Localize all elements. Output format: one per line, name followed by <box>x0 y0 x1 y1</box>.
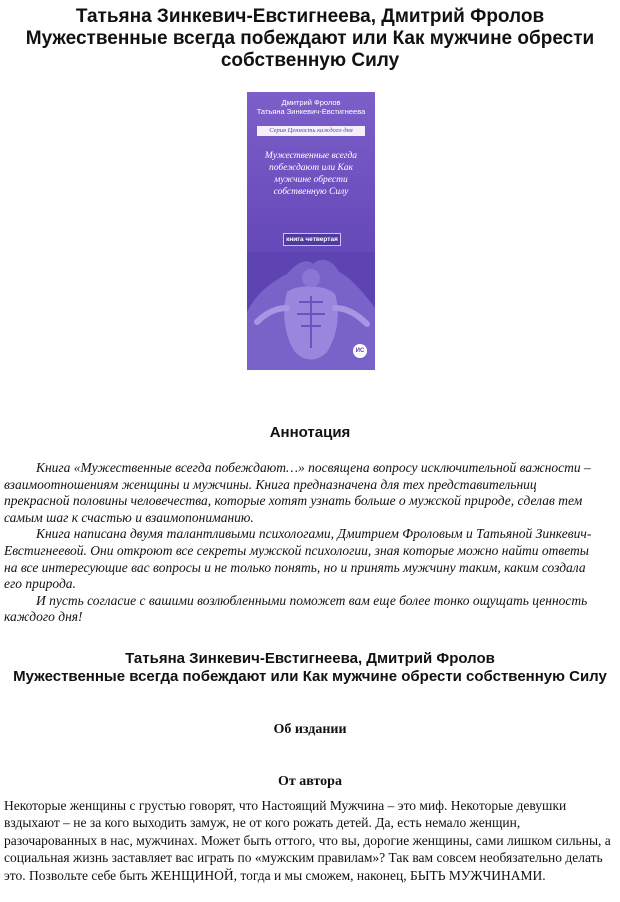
from-author-heading: От автора <box>278 774 342 789</box>
second-title-block <box>0 650 620 686</box>
from-author-text <box>4 797 614 884</box>
second-title: Мужественные всегда побеждают или Как мужчине обрести собственную Силу <box>13 668 607 685</box>
cover-book-number: книга четвертая <box>283 233 341 246</box>
publisher-logo: ИС <box>353 344 367 358</box>
document-authors: Татьяна Зинкевич-Евстигнеева, Дмитрий Фролов <box>75 6 545 27</box>
document-title: Мужественные всегда побеждают или Как мужчине обрести собственную Силу <box>25 28 595 71</box>
about-edition-heading: Об издании <box>273 722 347 737</box>
annotation-text <box>4 460 594 626</box>
cover-author-2: Татьяна Зинкевич-Евстигнеева <box>256 107 366 116</box>
body-paragraph: Некоторые женщины с грустью говорят, что Настоящий Мужчина – это миф. Некоторые девушки вздыхают – не за кого выходить замуж, не от кого рожать детей. Да, есть немало женщин, разочарованных в нас, мужчинах. Может быть оттого, что вы, дорогие женщины, сами лишком сильны, а социальная жизнь заставляет вас играть по «мужским правилам»? Так вам совсем необязательно делать это. Позвольте себе быть ЖЕНЩИНОЙ, тогда и мы сможем, наконец, БЫТЬ МУЖЧИНАМИ. <box>4 798 611 883</box>
annotation-paragraph: Книга «Мужественные всегда побеждают…» посвящена вопросу исключительной важности – взаимоотношениям женщины и мужчины. Книга предназначена для тех представительниц прекрасной половины человечества, которые хотят узнать больше о мужской природе, сделав тем самым шаг к счастью и взаимопониманию. <box>4 460 591 525</box>
cover-series: Серия Ценность каждого дня <box>257 126 365 136</box>
book-cover-image <box>247 92 375 370</box>
annotation-heading: Аннотация <box>269 424 351 441</box>
document-title-block <box>0 6 620 72</box>
cover-title: Мужественные всегда побеждают или Как мужчине обрести собственную Силу <box>264 151 358 197</box>
annotation-paragraph: Книга написана двумя талантливыми психологами, Дмитрием Фроловым и Татьяной Зинкевич-Евстигнеевой. Они откроют все секреты мужской психологии, зная которые можно найти ответы на все интересующие вас вопросы и не только понять, но и принять мужчину таким, каким создала его природа. <box>4 526 592 592</box>
annotation-paragraph: И пусть согласие с вашими возлюбленными поможет вам еще более тонко ощущать ценность каждого дня! <box>4 592 588 625</box>
cover-authors <box>247 98 375 116</box>
cover-author-1: Дмитрий Фролов <box>281 98 341 107</box>
second-authors: Татьяна Зинкевич-Евстигнеева, Дмитрий Фролов <box>125 650 495 667</box>
